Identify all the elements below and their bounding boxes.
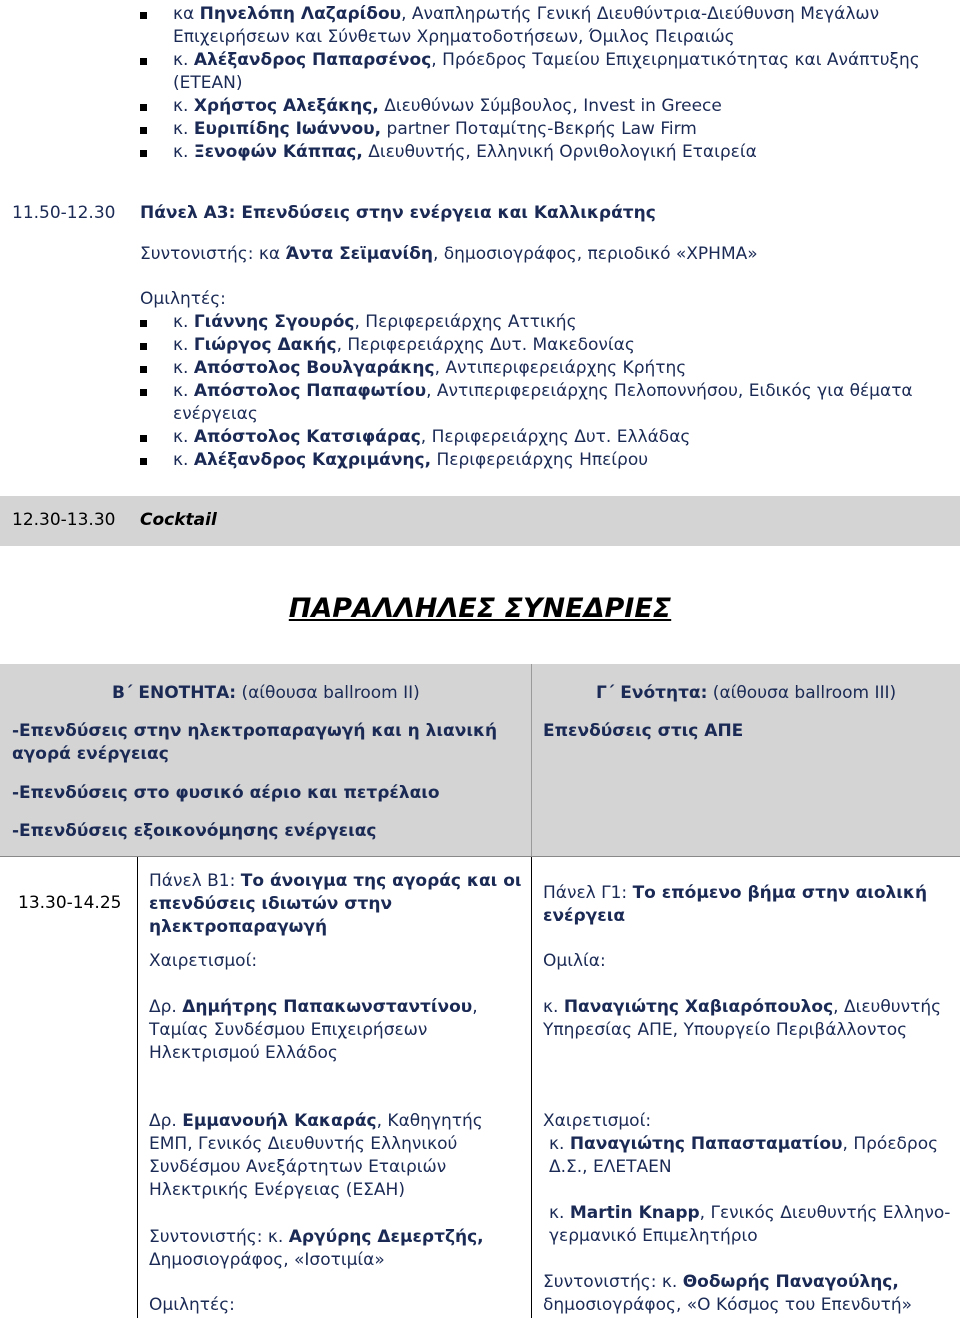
panel-title-cont: ενέργεια — [543, 906, 626, 926]
speaker-name: Παναγιώτης Χαβιαρόπουλος — [563, 997, 834, 1017]
speaker-role: Διευθυντής, Ελληνική Ορνιθολογική Εταιρεία — [362, 142, 757, 162]
speaker-prefix: κ. — [173, 381, 194, 401]
bullet-icon — [140, 12, 147, 19]
speaker-role-cont: Υπηρεσίας ΑΠΕ, Υπουργείο Περιβάλλοντος — [543, 1020, 908, 1040]
speaker-role: , — [472, 997, 478, 1017]
speaker-role-cont: Ταμίας Συνδέσμου Επιχειρήσεων — [149, 1020, 428, 1040]
speaker-name: Πηνελόπη Λαζαρίδου — [199, 4, 402, 24]
section-g-label: Γ΄ Ενότητα: — [596, 683, 708, 703]
speakers-label: Ομιλητές: — [149, 1295, 235, 1315]
speaker-name: Γιάννης Σγουρός — [193, 312, 355, 332]
list-item — [173, 141, 757, 164]
speaker-prefix: κ. — [173, 427, 194, 447]
speaker-name: Αλέξανδρος Καχριμάνης, — [193, 450, 432, 470]
column-divider — [531, 856, 532, 1318]
speaker-role: , Γενικός Διευθυντής Ελληνο- — [699, 1203, 951, 1223]
speaker-prefix: κ. — [173, 119, 194, 139]
speaker-role: Διευθύνων Σύμβουλος, Invest in Greece — [378, 96, 722, 116]
speaker-prefix: κ. — [173, 450, 194, 470]
bullet-icon — [140, 58, 147, 65]
section-g-topic: Επενδύσεις στις ΑΠΕ — [543, 721, 744, 741]
session-time: 11.50-12.30 — [12, 203, 116, 223]
panel-label: Πάνελ Β1: — [149, 871, 241, 891]
speaker-name: Παναγιώτης Παπασταματίου — [569, 1134, 843, 1154]
speaker-role: partner Ποταμίτης-Βεκρής Law Firm — [381, 119, 697, 139]
speaker-role-cont: ενέργειας — [173, 404, 258, 424]
speaker-prefix: κ. — [549, 1134, 570, 1154]
speaker-name: Αλέξανδρος Παπαρσένος — [193, 50, 432, 70]
speaker-role: , Πρόεδρος Ταμείου Επιχειρηματικότητας και Ανάπτυξης — [431, 50, 920, 70]
moderator — [149, 1226, 484, 1249]
speaker-prefix: κ. — [173, 96, 194, 116]
list-item — [173, 49, 920, 72]
bullet-icon — [140, 104, 147, 111]
speaker-role: , Καθηγητής — [376, 1111, 483, 1131]
moderator-name: Αργύρης Δεμερτζής, — [288, 1227, 484, 1247]
speaker — [149, 1110, 483, 1133]
greeting-speaker — [549, 1133, 938, 1156]
section-b-topic: -Επενδύσεις στο φυσικό αέριο και πετρέλαιο — [12, 783, 440, 803]
moderator — [140, 243, 758, 266]
moderator — [543, 1271, 899, 1294]
speaker-name: Ευριπίδης Ιωάννου, — [193, 119, 382, 139]
bullet-icon — [140, 150, 147, 157]
speech-label: Ομιλία: — [543, 951, 606, 971]
speaker-name: Απόστολος Κατσιφάρας — [193, 427, 421, 447]
speakers-label: Ομιλητές: — [140, 289, 226, 309]
session-time: 13.30-14.25 — [18, 893, 122, 913]
speaker-prefix: κ. — [543, 997, 564, 1017]
panel-title — [543, 882, 927, 905]
moderator-role: δημοσιογράφος, «Ο Κόσμος του Επενδυτή» — [543, 1295, 913, 1315]
list-item — [173, 380, 913, 403]
speaker-role: , Αναπληρωτής Γενική Διευθύντρια-Διεύθυνση Μεγάλων — [401, 4, 880, 24]
speaker-role-cont: Δ.Σ., ΕΛΕΤΑΕΝ — [549, 1157, 672, 1177]
moderator-role: , δημοσιογράφος, περιοδικό «ΧΡΗΜΑ» — [432, 244, 758, 264]
speaker-role: , Περιφερειάρχης Αττικής — [354, 312, 577, 332]
speaker-role: , Αντιπεριφερειάρχης Πελοποννήσου, Ειδικός για θέματα — [426, 381, 913, 401]
list-item — [173, 3, 879, 26]
greetings-label: Χαιρετισμοί: — [543, 1111, 652, 1131]
cocktail-label: Cocktail — [140, 510, 217, 530]
speaker-name: Ξενοφών Κάππας, — [193, 142, 363, 162]
speaker-role-cont: Ηλεκτρικής Ενέργειας (ΕΣΑΗ) — [149, 1180, 405, 1200]
panel-title-cont: ηλεκτροπαραγωγή — [149, 917, 328, 937]
speaker-prefix: κ. — [549, 1203, 570, 1223]
speaker-role-cont: γερμανικό Επιμελητήριο — [549, 1226, 758, 1246]
bullet-icon — [140, 389, 147, 396]
session-time: 12.30-13.30 — [12, 510, 116, 530]
bullet-icon — [140, 320, 147, 327]
column-divider — [137, 856, 138, 1318]
section-g-header — [596, 682, 896, 705]
speaker-role: Περιφερειάρχης Ηπείρου — [431, 450, 649, 470]
bullet-icon — [140, 127, 147, 134]
speaker-prefix: κ. — [173, 358, 194, 378]
moderator-role: Δημοσιογράφος, «Ισοτιμία» — [149, 1250, 385, 1270]
panel-label: Πάνελ Γ1: — [543, 883, 633, 903]
section-b-label: Β΄ ΕΝΟΤΗΤΑ: — [112, 683, 237, 703]
speaker-prefix: Δρ. — [149, 997, 183, 1017]
list-item — [173, 95, 722, 118]
speaker-prefix: κα — [173, 4, 200, 24]
section-b-topic-cont: αγορά ενέργειας — [12, 744, 169, 764]
bullet-icon — [140, 366, 147, 373]
greeting-speaker — [149, 996, 478, 1019]
greeting-speaker — [549, 1202, 950, 1225]
panel-title-text: Το επόμενο βήμα στην αιολική — [632, 883, 928, 903]
table-border — [0, 856, 960, 857]
moderator-label: Συντονιστής: κα — [140, 244, 286, 264]
page-title: ΠΑΡΑΛΛΗΛΕΣ ΣΥΝΕΔΡΙΕΣ — [288, 593, 672, 624]
speaker-name: Γιώργος Δακής — [193, 335, 337, 355]
section-b-topic: -Επενδύσεις στην ηλεκτροπαραγωγή και η λιανική — [12, 721, 498, 741]
speaker-prefix: κ. — [173, 50, 194, 70]
section-b-header — [112, 682, 420, 705]
section-b-topic: -Επενδύσεις εξοικονόμησης ενέργειας — [12, 821, 377, 841]
speaker-role: , Περιφερειάρχης Δυτ. Ελλάδας — [420, 427, 691, 447]
speaker — [543, 996, 941, 1019]
list-item — [173, 357, 686, 380]
panel-title-text: Το άνοιγμα της αγοράς και οι — [240, 871, 522, 891]
moderator-label: Συντονιστής: κ. — [543, 1272, 683, 1292]
speaker-name: Απόστολος Παπαφωτίου — [193, 381, 427, 401]
speaker-role-cont: ΕΜΠ, Γενικός Διευθυντής Ελληνικού — [149, 1134, 458, 1154]
greetings-label: Χαιρετισμοί: — [149, 951, 258, 971]
section-g-room: (αίθουσα ballroom III) — [707, 683, 897, 703]
speaker-role: , Πρόεδρος — [842, 1134, 939, 1154]
speaker-name: Χρήστος Αλεξάκης, — [193, 96, 379, 116]
speaker-name: Απόστολος Βουλγαράκης — [193, 358, 435, 378]
speaker-role-cont: Επιχειρήσεων και Σύνθετων Χρηματοδοτήσεων, Όμιλος Πειραιώς — [173, 27, 735, 47]
moderator-name: Άντα Σεϊμανίδη — [285, 244, 433, 264]
list-item — [173, 449, 648, 472]
list-item — [173, 334, 635, 357]
speaker-role-cont: Συνδέσμου Ανεξάρτητων Εταιριών — [149, 1157, 447, 1177]
speaker-prefix: Δρ. — [149, 1111, 183, 1131]
list-item — [173, 311, 577, 334]
list-item — [173, 426, 690, 449]
bullet-icon — [140, 435, 147, 442]
speaker-name: Martin Knapp — [569, 1203, 700, 1223]
moderator-label: Συντονιστής: κ. — [149, 1227, 289, 1247]
speaker-role-cont: Ηλεκτρισμού Ελλάδος — [149, 1043, 338, 1063]
speaker-name: Εμμανουήλ Κακαράς — [182, 1111, 377, 1131]
section-b-room: (αίθουσα ballroom II) — [236, 683, 420, 703]
speaker-role: , Διευθυντής — [833, 997, 942, 1017]
bullet-icon — [140, 458, 147, 465]
column-divider — [531, 664, 532, 856]
speaker-name: Δημήτρης Παπακωνσταντίνου — [182, 997, 473, 1017]
bullet-icon — [140, 343, 147, 350]
panel-title-cont: επενδύσεις ιδιωτών στην — [149, 894, 393, 914]
speaker-prefix: κ. — [173, 142, 194, 162]
speaker-prefix: κ. — [173, 335, 194, 355]
moderator-name: Θοδωρής Παναγούλης, — [682, 1272, 899, 1292]
cocktail-row — [0, 496, 960, 546]
speaker-role: , Περιφερειάρχης Δυτ. Μακεδονίας — [336, 335, 635, 355]
panel-title — [149, 870, 522, 893]
speaker-prefix: κ. — [173, 312, 194, 332]
speaker-role-cont: (ΕΤΕΑΝ) — [173, 73, 243, 93]
list-item — [173, 118, 697, 141]
speaker-role: , Αντιπεριφερειάρχης Κρήτης — [434, 358, 687, 378]
panel-title: Πάνελ Α3: Επενδύσεις στην ενέργεια και Καλλικράτης — [140, 203, 656, 223]
